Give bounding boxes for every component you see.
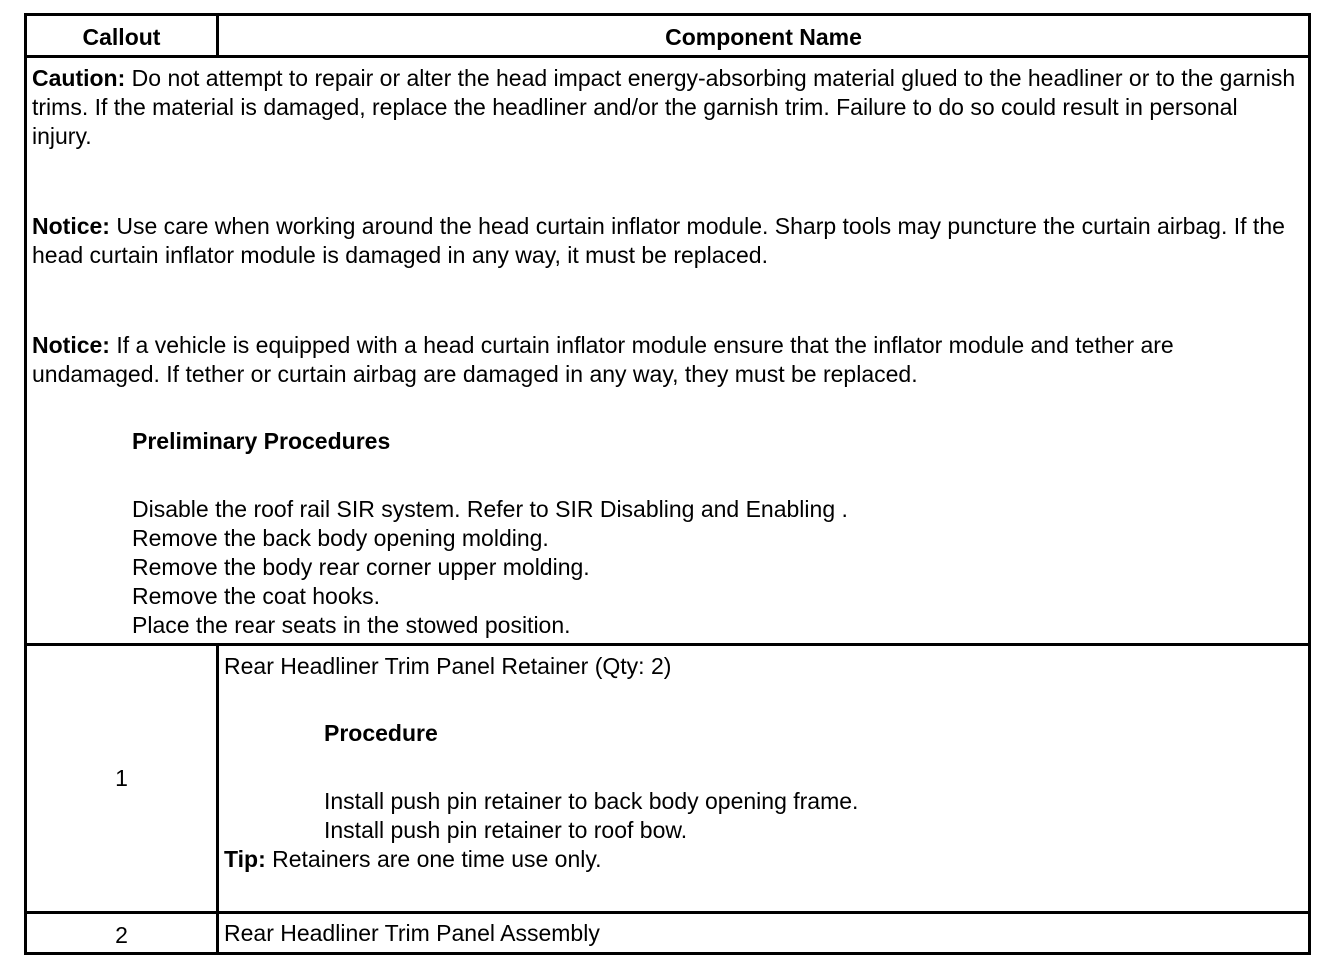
table-header-row [27,16,1308,58]
procedure-block [224,719,1302,845]
preliminary-step-list [132,495,1302,640]
tip-text: Retainers are one time use only. [265,846,602,872]
notice-text-2: If a vehicle is equipped with a head curtain inflator module ensure that the inflator module and tether are undamaged. If tether or curtain airbag are damaged in any way, they must be replaced. [32,332,1174,387]
callout-cell: 2 [115,921,128,948]
notice-text-1: Use care when working around the head curtain inflator module. Sharp tools may puncture the curtain airbag. If the head curtain inflator module is damaged in any way, it must be replaced. [32,213,1285,268]
notice-paragraph-1 [32,212,1302,270]
tip-paragraph [224,845,1302,874]
component-cell [224,652,1302,874]
callout-cell: 1 [115,765,128,791]
column-divider [216,914,219,955]
preliminary-step: Remove the coat hooks. [132,583,381,609]
notice-label-2: Notice: [32,332,110,358]
caution-label: Caution: [32,65,126,91]
component-name: Rear Headliner Trim Panel Retainer (Qty: 2) [224,653,672,679]
tip-label: Tip: [224,846,266,872]
procedure-step-list [324,787,1302,845]
table-row [27,914,1308,955]
notes-content [32,64,1302,640]
procedure-title: Procedure [324,720,438,746]
preliminary-step: Place the rear seats in the stowed position. [132,612,571,638]
preliminary-step: Disable the roof rail SIR system. Refer to SIR Disabling and Enabling . [132,496,848,522]
table-row [27,646,1308,914]
caution-paragraph [32,64,1302,151]
component-cell [224,919,1302,948]
notice-paragraph-2 [32,331,1302,389]
caution-text: Do not attempt to repair or alter the head impact energy-absorbing material glued to the headliner or to the garnish trims. If the material is damaged, replace the headliner and/or the garnish trim. Failure to do so could result in personal injury. [32,65,1296,149]
header-component-name: Component Name [665,24,862,50]
preliminary-procedures [32,427,1302,640]
procedure-step: Install push pin retainer to roof bow. [324,817,688,843]
notes-row [27,58,1308,646]
preliminary-step: Remove the back body opening molding. [132,525,549,551]
column-divider [216,646,219,911]
preliminary-step: Remove the body rear corner upper molding. [132,554,590,580]
header-callout: Callout [82,24,161,50]
preliminary-title: Preliminary Procedures [132,428,391,454]
component-table [24,13,1311,955]
procedure-step: Install push pin retainer to back body opening frame. [324,788,859,814]
component-name: Rear Headliner Trim Panel Assembly [224,920,600,946]
notice-label-1: Notice: [32,213,110,239]
